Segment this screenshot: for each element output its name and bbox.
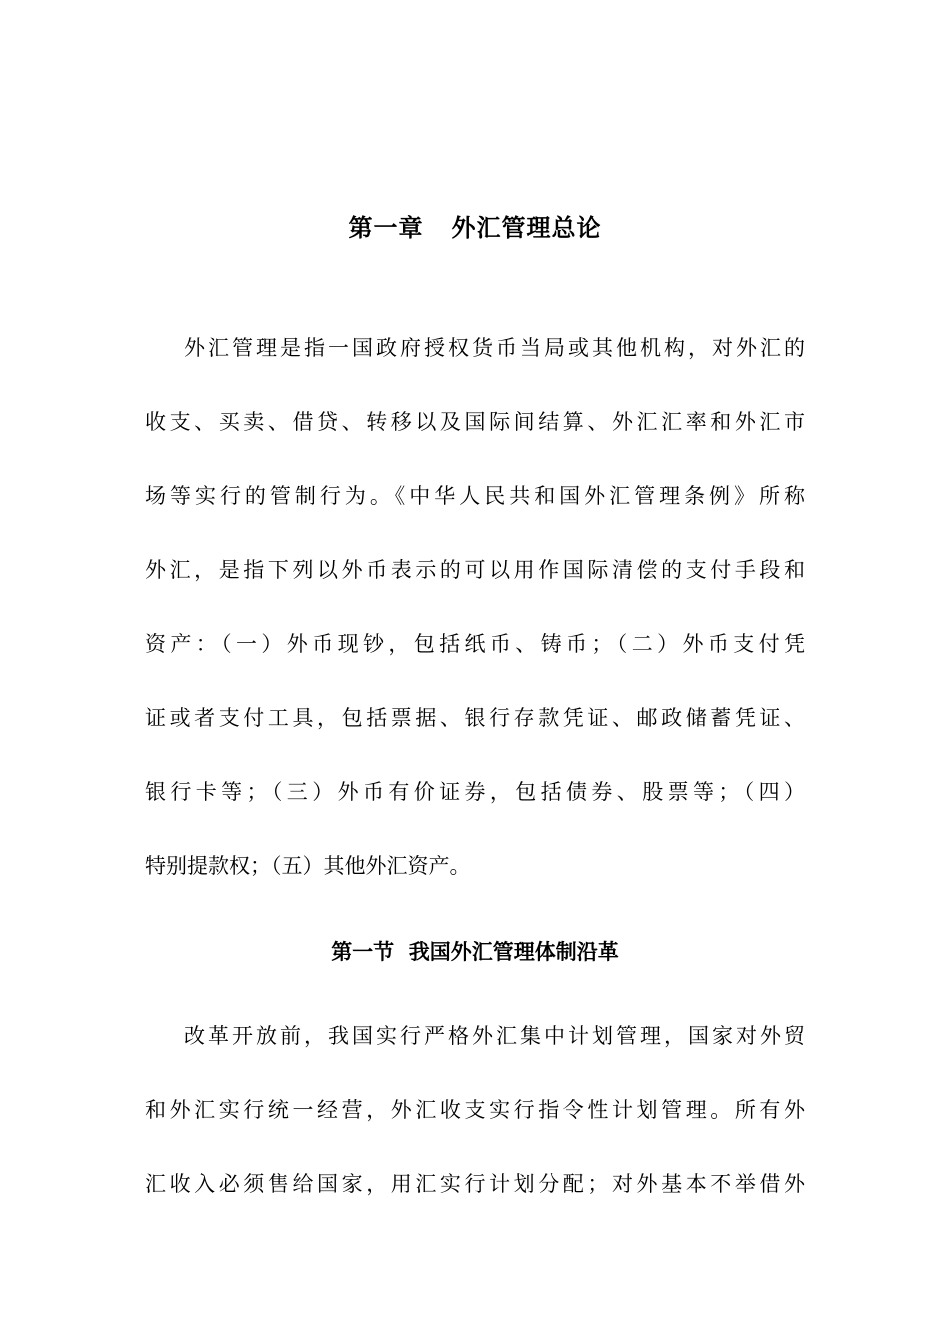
- paragraph-line: 银行卡等；（三）外币有价证券，包括债券、股票等；（四）: [145, 780, 805, 804]
- paragraph-line: 改革开放前，我国实行严格外汇集中计划管理，国家对外贸: [184, 1024, 805, 1048]
- paragraph-line: 证或者支付工具，包括票据、银行存款凭证、邮政储蓄凭证、: [145, 706, 805, 730]
- paragraph-line: 外汇管理是指一国政府授权货币当局或其他机构，对外汇的: [184, 336, 805, 360]
- paragraph-line: 和外汇实行统一经营，外汇收支实行指令性计划管理。所有外: [145, 1098, 805, 1122]
- paragraph-line: 外汇，是指下列以外币表示的可以用作国际清偿的支付手段和: [145, 558, 805, 582]
- paragraph-line: 场等实行的管制行为。《中华人民共和国外汇管理条例》所称: [145, 484, 805, 508]
- paragraph-line: 特别提款权；（五）其他外汇资产。: [145, 854, 471, 878]
- paragraph-line: 资产：（一）外币现钞，包括纸币、铸币；（二）外币支付凭: [145, 632, 805, 656]
- chapter-title: 第一章 外汇管理总论: [348, 214, 602, 242]
- section-title: 第一节 我国外汇管理体制沿革: [331, 940, 619, 964]
- paragraph-line: 收支、买卖、借贷、转移以及国际间结算、外汇汇率和外汇市: [145, 410, 805, 434]
- paragraph-line: 汇收入必须售给国家，用汇实行计划分配；对外基本不举借外: [145, 1172, 805, 1196]
